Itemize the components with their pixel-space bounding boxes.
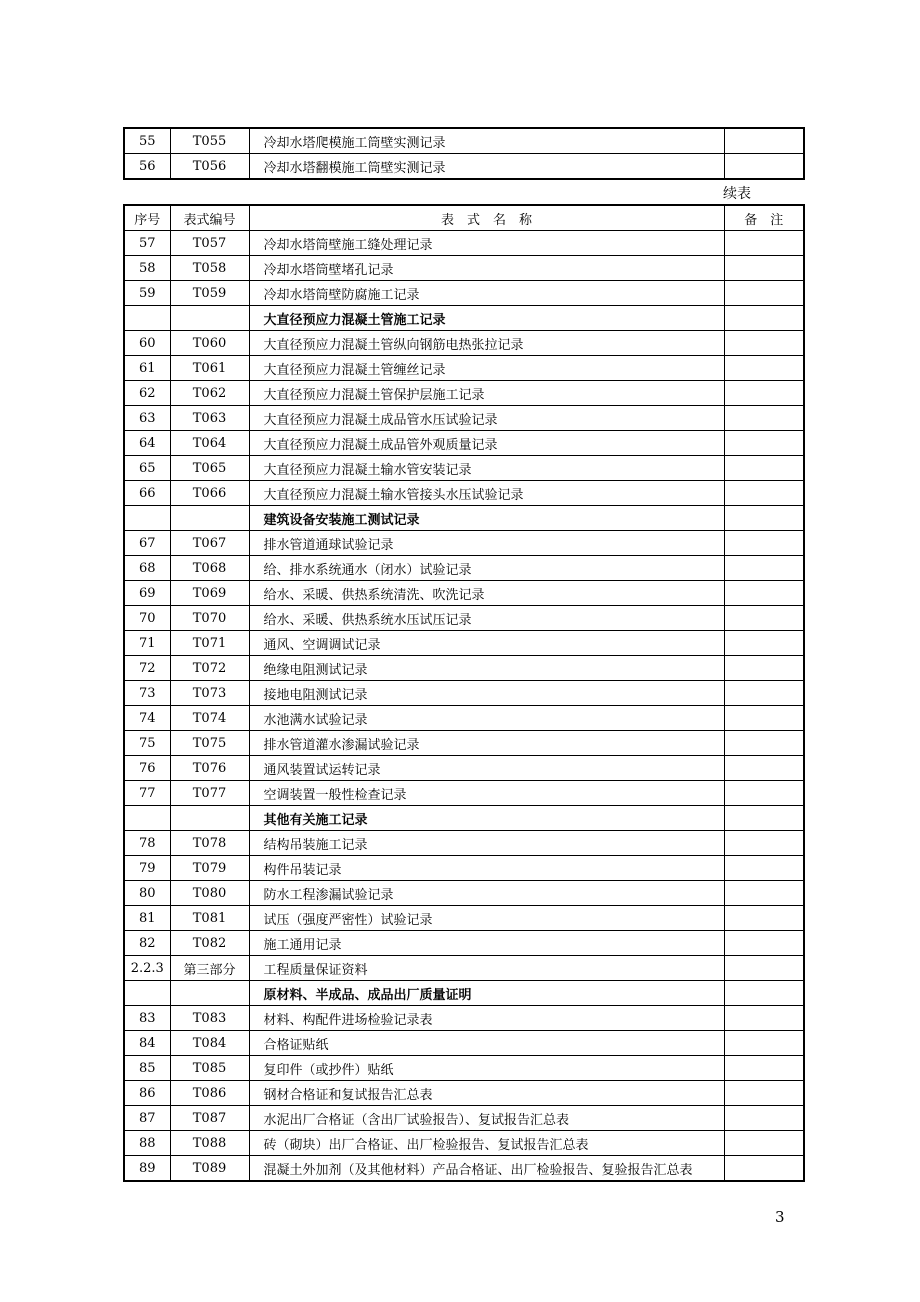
row-note	[724, 906, 804, 931]
row-note	[724, 631, 804, 656]
row-number: 84	[124, 1031, 170, 1056]
header-no: 序号	[124, 205, 170, 231]
row-number: 89	[124, 1156, 170, 1182]
table-row	[124, 1156, 804, 1182]
table-row	[124, 756, 804, 781]
form-code: T081	[170, 906, 249, 931]
form-code: T068	[170, 556, 249, 581]
form-name: 大直径预应力混凝土输水管接头水压试验记录	[249, 481, 724, 506]
row-number	[124, 806, 170, 831]
row-note	[724, 481, 804, 506]
row-number: 73	[124, 681, 170, 706]
table-row	[124, 631, 804, 656]
row-note	[724, 154, 804, 180]
continued-label: 续表	[723, 186, 751, 202]
form-code: T079	[170, 856, 249, 881]
row-note	[724, 931, 804, 956]
row-note	[724, 381, 804, 406]
row-note	[724, 856, 804, 881]
form-name: 空调装置一般性检查记录	[249, 781, 724, 806]
row-number: 79	[124, 856, 170, 881]
form-code: T055	[170, 128, 249, 154]
row-note	[724, 306, 804, 331]
row-note	[724, 681, 804, 706]
form-code: T073	[170, 681, 249, 706]
table-row	[124, 231, 804, 256]
row-number: 66	[124, 481, 170, 506]
form-code: T064	[170, 431, 249, 456]
row-note	[724, 881, 804, 906]
form-code: T082	[170, 931, 249, 956]
form-code: T058	[170, 256, 249, 281]
form-code: T062	[170, 381, 249, 406]
header-note: 备 注	[724, 205, 804, 231]
table-row	[124, 681, 804, 706]
table-row	[124, 306, 804, 331]
row-note	[724, 656, 804, 681]
form-code: T061	[170, 356, 249, 381]
row-number: 60	[124, 331, 170, 356]
form-name: 冷却水塔筒壁防腐施工记录	[249, 281, 724, 306]
row-number: 76	[124, 756, 170, 781]
row-number: 75	[124, 731, 170, 756]
row-note	[724, 606, 804, 631]
table-row	[124, 781, 804, 806]
row-number: 71	[124, 631, 170, 656]
row-number: 82	[124, 931, 170, 956]
form-code: T069	[170, 581, 249, 606]
row-number: 69	[124, 581, 170, 606]
form-name: 通风、空调调试记录	[249, 631, 724, 656]
top-continuation-table	[123, 127, 805, 180]
table-row	[124, 506, 804, 531]
row-note	[724, 1156, 804, 1182]
row-number: 61	[124, 356, 170, 381]
form-name: 大直径预应力混凝土管纵向钢筋电热张拉记录	[249, 331, 724, 356]
table-row	[124, 1031, 804, 1056]
table-row	[124, 981, 804, 1006]
form-name: 合格证贴纸	[249, 1031, 724, 1056]
form-name: 给水、采暖、供热系统清洗、吹洗记录	[249, 581, 724, 606]
row-note	[724, 1106, 804, 1131]
form-code: T089	[170, 1156, 249, 1182]
table-row	[124, 906, 804, 931]
form-name: 排水管道灌水渗漏试验记录	[249, 731, 724, 756]
row-note	[724, 581, 804, 606]
row-note	[724, 406, 804, 431]
form-name: 大直径预应力混凝土成品管外观质量记录	[249, 431, 724, 456]
table-row	[124, 531, 804, 556]
form-name: 给水、采暖、供热系统水压试压记录	[249, 606, 724, 631]
table-row	[124, 881, 804, 906]
table-row	[124, 331, 804, 356]
row-note	[724, 831, 804, 856]
form-code: T056	[170, 154, 249, 180]
form-name: 混凝土外加剂（及其他材料）产品合格证、出厂检验报告、复验报告汇总表	[249, 1156, 724, 1182]
form-code: T057	[170, 231, 249, 256]
row-number: 67	[124, 531, 170, 556]
row-note	[724, 731, 804, 756]
form-code: T059	[170, 281, 249, 306]
form-name: 工程质量保证资料	[249, 956, 724, 981]
table-row	[124, 381, 804, 406]
form-name: 冷却水塔爬模施工筒壁实测记录	[249, 128, 724, 154]
form-name: 冷却水塔翻模施工筒壁实测记录	[249, 154, 724, 180]
form-name: 结构吊装施工记录	[249, 831, 724, 856]
row-number: 70	[124, 606, 170, 631]
section-heading: 大直径预应力混凝土管施工记录	[249, 306, 724, 331]
form-code: T084	[170, 1031, 249, 1056]
form-code: T087	[170, 1106, 249, 1131]
form-code: T086	[170, 1081, 249, 1106]
table-row	[124, 731, 804, 756]
form-name: 冷却水塔筒壁施工缝处理记录	[249, 231, 724, 256]
row-number: 85	[124, 1056, 170, 1081]
form-name: 排水管道通球试验记录	[249, 531, 724, 556]
row-number: 63	[124, 406, 170, 431]
section-heading: 其他有关施工记录	[249, 806, 724, 831]
row-number: 80	[124, 881, 170, 906]
row-note	[724, 1081, 804, 1106]
form-name: 大直径预应力混凝土管保护层施工记录	[249, 381, 724, 406]
row-number: 59	[124, 281, 170, 306]
table-row	[124, 356, 804, 381]
table-row	[124, 656, 804, 681]
row-number: 2.2.3	[124, 956, 170, 981]
row-number	[124, 981, 170, 1006]
row-note	[724, 256, 804, 281]
form-code	[170, 306, 249, 331]
form-code: T074	[170, 706, 249, 731]
form-name: 大直径预应力混凝土成品管水压试验记录	[249, 406, 724, 431]
form-name: 通风装置试运转记录	[249, 756, 724, 781]
table-row	[124, 456, 804, 481]
form-name: 大直径预应力混凝土输水管安装记录	[249, 456, 724, 481]
row-note	[724, 781, 804, 806]
form-name: 接地电阻测试记录	[249, 681, 724, 706]
table-row	[124, 1056, 804, 1081]
table-row	[124, 1081, 804, 1106]
table-row	[124, 481, 804, 506]
table-header-row	[124, 205, 804, 231]
form-code: T072	[170, 656, 249, 681]
form-name: 大直径预应力混凝土管缠丝记录	[249, 356, 724, 381]
form-code: T071	[170, 631, 249, 656]
form-name: 水池满水试验记录	[249, 706, 724, 731]
row-number	[124, 506, 170, 531]
row-note	[724, 506, 804, 531]
row-note	[724, 281, 804, 306]
form-name: 试压（强度严密性）试验记录	[249, 906, 724, 931]
row-note	[724, 756, 804, 781]
row-note	[724, 231, 804, 256]
row-number: 62	[124, 381, 170, 406]
form-code: T080	[170, 881, 249, 906]
row-number: 81	[124, 906, 170, 931]
form-code	[170, 806, 249, 831]
row-number: 64	[124, 431, 170, 456]
form-name: 材料、构配件进场检验记录表	[249, 1006, 724, 1031]
form-code: T085	[170, 1056, 249, 1081]
table-row	[124, 1106, 804, 1131]
table-row	[124, 931, 804, 956]
form-index-table	[123, 204, 805, 1182]
form-code: T070	[170, 606, 249, 631]
table-row	[124, 556, 804, 581]
form-code: 第三部分	[170, 956, 249, 981]
row-note	[724, 1006, 804, 1031]
form-code: T078	[170, 831, 249, 856]
form-code: T067	[170, 531, 249, 556]
row-number: 78	[124, 831, 170, 856]
row-note	[724, 956, 804, 981]
row-note	[724, 556, 804, 581]
row-number: 87	[124, 1106, 170, 1131]
row-note	[724, 981, 804, 1006]
table-row	[124, 1006, 804, 1031]
form-name: 砖（砌块）出厂合格证、出厂检验报告、复试报告汇总表	[249, 1131, 724, 1156]
form-code: T060	[170, 331, 249, 356]
form-code: T076	[170, 756, 249, 781]
header-name: 表 式 名 称	[249, 205, 724, 231]
table-row	[124, 431, 804, 456]
row-number: 72	[124, 656, 170, 681]
form-code: T065	[170, 456, 249, 481]
table-row	[124, 154, 804, 180]
table-row	[124, 128, 804, 154]
row-number: 57	[124, 231, 170, 256]
header-code: 表式编号	[170, 205, 249, 231]
row-number: 55	[124, 128, 170, 154]
row-number: 56	[124, 154, 170, 180]
row-note	[724, 128, 804, 154]
table-row	[124, 256, 804, 281]
row-number: 65	[124, 456, 170, 481]
section-heading: 建筑设备安装施工测试记录	[249, 506, 724, 531]
row-number: 68	[124, 556, 170, 581]
table-row	[124, 281, 804, 306]
form-name: 复印件（或抄件）贴纸	[249, 1056, 724, 1081]
row-note	[724, 356, 804, 381]
form-name: 给、排水系统通水（闭水）试验记录	[249, 556, 724, 581]
form-code	[170, 506, 249, 531]
row-note	[724, 806, 804, 831]
form-name: 水泥出厂合格证（含出厂试验报告）、复试报告汇总表	[249, 1106, 724, 1131]
table-row	[124, 831, 804, 856]
form-code: T088	[170, 1131, 249, 1156]
form-name: 钢材合格证和复试报告汇总表	[249, 1081, 724, 1106]
row-note	[724, 1056, 804, 1081]
form-code: T063	[170, 406, 249, 431]
table-row	[124, 806, 804, 831]
form-code: T083	[170, 1006, 249, 1031]
page-number: 3	[775, 1208, 785, 1226]
form-code	[170, 981, 249, 1006]
form-name: 冷却水塔筒壁堵孔记录	[249, 256, 724, 281]
form-code: T077	[170, 781, 249, 806]
table-row	[124, 606, 804, 631]
table-row	[124, 706, 804, 731]
form-code: T075	[170, 731, 249, 756]
table-row	[124, 1131, 804, 1156]
table-row	[124, 956, 804, 981]
row-note	[724, 331, 804, 356]
form-name: 绝缘电阻测试记录	[249, 656, 724, 681]
row-note	[724, 431, 804, 456]
row-number: 86	[124, 1081, 170, 1106]
row-note	[724, 706, 804, 731]
form-name: 构件吊装记录	[249, 856, 724, 881]
row-note	[724, 1031, 804, 1056]
row-number: 88	[124, 1131, 170, 1156]
row-number: 74	[124, 706, 170, 731]
form-name: 施工通用记录	[249, 931, 724, 956]
row-note	[724, 456, 804, 481]
form-code: T066	[170, 481, 249, 506]
table-row	[124, 856, 804, 881]
row-number: 83	[124, 1006, 170, 1031]
row-number	[124, 306, 170, 331]
row-number: 58	[124, 256, 170, 281]
table-row	[124, 406, 804, 431]
section-heading: 原材料、半成品、成品出厂质量证明	[249, 981, 724, 1006]
row-note	[724, 1131, 804, 1156]
table-row	[124, 581, 804, 606]
row-note	[724, 531, 804, 556]
form-name: 防水工程渗漏试验记录	[249, 881, 724, 906]
row-number: 77	[124, 781, 170, 806]
